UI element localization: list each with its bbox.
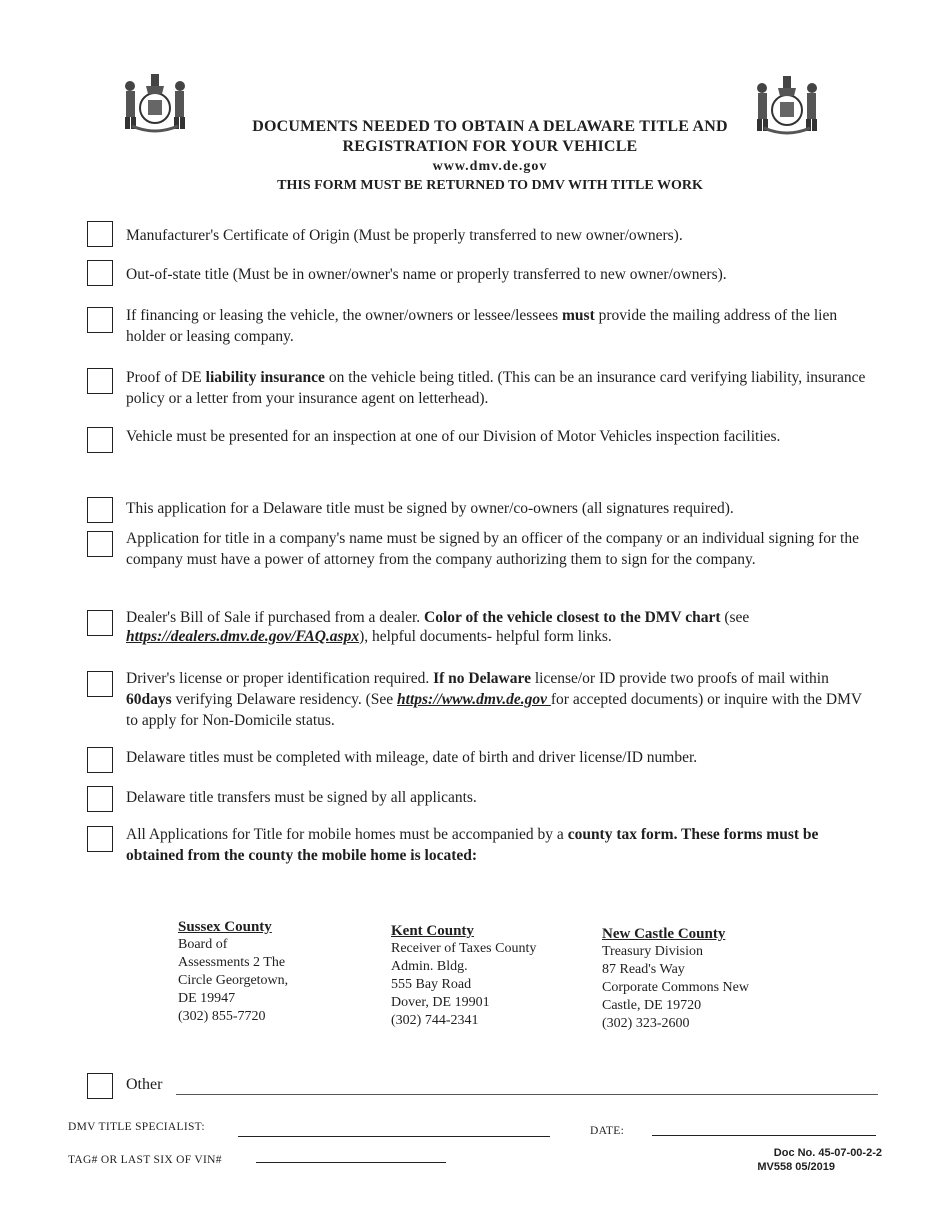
county-phone: (302) 744-2341	[391, 1013, 479, 1028]
specialist-signature-field[interactable]	[238, 1136, 550, 1137]
item-text: Proof of DE	[126, 369, 206, 386]
item-bold-text: Color of the vehicle closest to the DMV chart	[424, 609, 721, 626]
item-liability-insurance	[126, 367, 878, 409]
checkbox-dealer-bill-of-sale[interactable]	[87, 610, 113, 636]
item-owner-signatures: This application for a Delaware title must be signed by owner/co-owners (all signatures required).	[126, 500, 734, 517]
county-address-line: Corporate Commons New	[602, 980, 749, 995]
item-title-transfers: Delaware title transfers must be signed by all applicants.	[126, 789, 477, 806]
county-address-line: Assessments 2 The	[178, 955, 286, 970]
item-certificate-of-origin: Manufacturer's Certificate of Origin (Must be properly transferred to new owner/owners).	[126, 227, 683, 244]
item-title-completion: Delaware titles must be completed with mileage, date of birth and driver license/ID number.	[126, 749, 698, 766]
item-lien-holder	[126, 305, 878, 347]
doc-number: Doc No. 45-07-00-2-2	[773, 1147, 882, 1159]
form-title-line-1: DOCUMENTS NEEDED TO OBTAIN A DELAWARE TITLE AND	[252, 118, 728, 135]
website-text: www.dmv.de.gov	[432, 159, 548, 174]
item-text: on the vehicle being titled. (This can be an insurance card verifying liability, insurance policy or a letter from your insurance agent on letterhead).	[126, 369, 866, 407]
item-text: verifying Delaware residency. (See	[171, 691, 398, 708]
other-input-line[interactable]	[176, 1094, 878, 1095]
tag-vin-field[interactable]	[256, 1162, 446, 1163]
item-text: If financing or leasing the vehicle, the owner/owners or lessee/lessees	[126, 307, 562, 324]
item-bold-text: 60days	[126, 691, 172, 708]
county-name: Sussex County	[178, 919, 272, 935]
checkbox-title-transfers[interactable]	[87, 786, 113, 812]
item-text: license/or ID provide two proofs of mail within	[530, 670, 829, 687]
county-address-line: Board of	[178, 937, 228, 952]
county-address-line: Dover, DE 19901	[391, 995, 490, 1010]
form-id: MV558 05/2019	[757, 1161, 835, 1173]
item-inspection: Vehicle must be presented for an inspection at one of our Division of Motor Vehicles inspection facilities.	[126, 428, 781, 445]
tag-vin-label: TAG# OR LAST SIX OF VIN#	[68, 1154, 222, 1166]
item-company-title: Application for title in a company's name must be signed by an officer of the company or an individual signing for the company must have a power of attorney from the company authorizing them to sign for the company.	[126, 530, 859, 568]
item-text: for accepted documents) or inquire with the DMV to apply for Non-Domicile status.	[126, 691, 862, 729]
specialist-label: DMV TITLE SPECIALIST:	[68, 1121, 205, 1133]
checkbox-lien-holder[interactable]	[87, 307, 113, 333]
county-address-line: DE 19947	[178, 991, 236, 1006]
county-address-line: 87 Read's Way	[602, 962, 685, 977]
item-mobile-homes	[126, 824, 878, 866]
checkbox-out-of-state-title[interactable]	[87, 260, 113, 286]
date-label: DATE:	[590, 1125, 625, 1137]
item-dealer-bill-of-sale	[126, 608, 776, 646]
checkbox-mobile-homes[interactable]	[87, 826, 113, 852]
dmv-website-link[interactable]: https://www.dmv.de.gov	[397, 691, 551, 708]
item-out-of-state-title: Out-of-state title (Must be in owner/owner's name or properly transferred to new owner/owners).	[126, 266, 727, 283]
checkbox-owner-signatures[interactable]	[87, 497, 113, 523]
item-text: All Applications for Title for mobile homes must be accompanied by a	[126, 826, 568, 843]
item-text: ), helpful documents- helpful form links.	[359, 628, 612, 645]
county-address-line: Admin. Bldg.	[391, 959, 468, 974]
county-new-castle	[602, 925, 749, 1033]
county-address-line: 555 Bay Road	[391, 977, 472, 992]
county-name: Kent County	[391, 923, 474, 939]
county-address-line: Treasury Division	[602, 944, 703, 959]
item-bold-text: If no Delaware	[433, 670, 531, 687]
county-name: New Castle County	[602, 926, 726, 942]
checkbox-other[interactable]	[87, 1073, 113, 1099]
checkbox-liability-insurance[interactable]	[87, 368, 113, 394]
item-bold-text: county tax form. These forms must be obtained from the county the mobile home is located:	[126, 826, 819, 864]
county-address-line: Castle, DE 19720	[602, 998, 702, 1013]
form-title-line-2: REGISTRATION FOR YOUR VEHICLE	[342, 138, 638, 155]
county-address-line: Circle Georgetown,	[178, 973, 289, 988]
other-label: Other	[126, 1076, 163, 1093]
item-bold-text: must	[562, 307, 595, 324]
county-address-line: Receiver of Taxes County	[391, 941, 537, 956]
county-phone: (302) 855-7720	[178, 1009, 266, 1024]
item-text: Dealer's Bill of Sale if purchased from a dealer.	[126, 609, 425, 626]
item-text: Driver's license or proper identification required.	[126, 670, 434, 687]
item-drivers-license	[126, 668, 866, 731]
item-text: provide the mailing address of the lien holder or leasing company.	[126, 307, 838, 345]
county-phone: (302) 323-2600	[602, 1016, 690, 1031]
return-instruction: THIS FORM MUST BE RETURNED TO DMV WITH TITLE WORK	[277, 178, 703, 193]
county-sussex	[178, 918, 288, 1026]
item-text: (see	[720, 609, 750, 626]
checkbox-title-completion[interactable]	[87, 747, 113, 773]
date-field[interactable]	[652, 1135, 876, 1136]
checkbox-certificate-of-origin[interactable]	[87, 221, 113, 247]
checkbox-drivers-license[interactable]	[87, 671, 113, 697]
checkbox-inspection[interactable]	[87, 427, 113, 453]
checkbox-company-title[interactable]	[87, 531, 113, 557]
county-kent	[391, 922, 536, 1030]
item-bold-text: liability insurance	[205, 369, 325, 386]
dealer-faq-link[interactable]: https://dealers.dmv.de.gov/FAQ.aspx	[126, 628, 360, 645]
